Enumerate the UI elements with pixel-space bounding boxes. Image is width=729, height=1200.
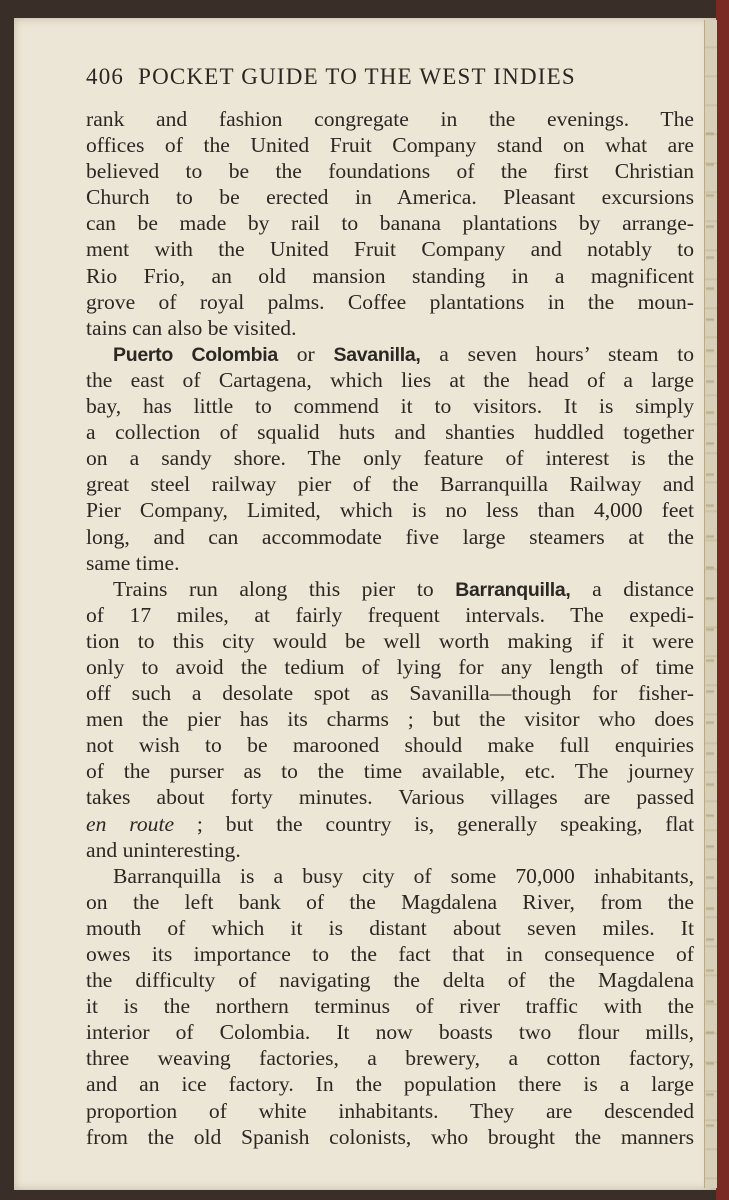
text-line: from the old Spanish colonists, who brought the manners — [86, 1124, 694, 1149]
book-title: POCKET GUIDE TO THE WEST INDIES — [138, 64, 576, 89]
text-line: off such a desolate spot as Savanilla—though for fisher- — [86, 681, 694, 706]
italic-phrase: en route — [86, 811, 175, 836]
text-line: owes its importance to the fact that in consequence of — [86, 942, 694, 966]
text-line: on a sandy shore. The only feature of interest is the — [86, 446, 694, 471]
text-line — [86, 811, 694, 837]
text-line — [86, 576, 694, 602]
place-name-puerto-colombia: Puerto Colombia — [113, 343, 278, 366]
text-line: Barranquilla is a busy city of some 70,000 inhabitants, — [113, 863, 694, 888]
text-line: tion to this city would be well worth making if it were — [86, 628, 694, 653]
text-line: the difficulty of navigating the delta of the Magdalena — [86, 968, 694, 993]
text-line: great steel railway pier of the Barranquilla Railway and — [86, 472, 694, 497]
text-line: rank and fashion congregate in the evenings. The — [86, 107, 694, 131]
text-line: Church to be erected in America. Pleasant excursions — [86, 185, 694, 210]
text-line: tains can also be visited. — [86, 315, 297, 340]
text-line: same time. — [86, 550, 180, 575]
text-fragment: a distance — [570, 576, 695, 601]
text-line: of the purser as to the time available, etc. The journey — [86, 759, 694, 784]
text-line: Rio Frio, an old mansion standing in a magnificent — [86, 263, 694, 288]
text-line: long, and can accommodate five large steamers at the — [86, 524, 694, 549]
text-line: only to avoid the tedium of lying for any length of time — [86, 654, 694, 679]
text-line — [86, 341, 694, 367]
text-line: men the pier has its charms ; but the visitor who does — [86, 707, 694, 732]
body-text — [86, 106, 694, 1150]
text-fragment: ; but the country is, generally speaking, flat — [174, 811, 694, 836]
text-line: offices of the United Fruit Company stand on what are — [86, 133, 694, 158]
place-name-barranquilla: Barranquilla, — [455, 578, 571, 601]
text-fragment: Trains run along this pier to — [113, 576, 456, 601]
text-line: the east of Cartagena, which lies at the head of a large — [86, 367, 694, 392]
text-line: bay, has little to commend it to visitors. It is simply — [86, 394, 694, 419]
text-line: interior of Colombia. It now boasts two flour mills, — [86, 1020, 694, 1045]
text-line: a collection of squalid huts and shanties huddled together — [86, 420, 694, 445]
running-head — [86, 64, 696, 96]
text-line: of 17 miles, at fairly frequent intervals. The expedi- — [86, 602, 694, 627]
text-line: believed to be the foundations of the first Christian — [86, 159, 694, 184]
text-fragment: or — [277, 341, 334, 366]
text-line: it is the northern terminus of river traffic with the — [86, 994, 694, 1019]
book-cover-edge — [716, 0, 729, 1200]
text-line: and an ice factory. In the population there is a large — [86, 1072, 694, 1097]
text-line: grove of royal palms. Coffee plantations in the moun- — [86, 289, 694, 314]
text-line: ment with the United Fruit Company and notably to — [86, 237, 694, 262]
page-stack-marks — [706, 110, 714, 1130]
text-line: can be made by rail to banana plantations by arrange- — [86, 211, 694, 236]
text-line: proportion of white inhabitants. They are descended — [86, 1098, 694, 1123]
text-line: on the left bank of the Magdalena River, from the — [86, 889, 694, 914]
text-line: mouth of which it is distant about seven miles. It — [86, 915, 694, 940]
page-number: 406 — [86, 64, 125, 89]
place-name-savanilla: Savanilla, — [333, 343, 421, 366]
text-line: takes about forty minutes. Various villages are passed — [86, 785, 694, 810]
text-line: and uninteresting. — [86, 837, 241, 862]
text-line: not wish to be marooned should make full enquiries — [86, 733, 694, 758]
text-fragment: a seven hours’ steam to — [420, 341, 694, 366]
text-line: three weaving factories, a brewery, a cotton factory, — [86, 1046, 694, 1071]
text-line: Pier Company, Limited, which is no less than 4,000 feet — [86, 498, 694, 523]
